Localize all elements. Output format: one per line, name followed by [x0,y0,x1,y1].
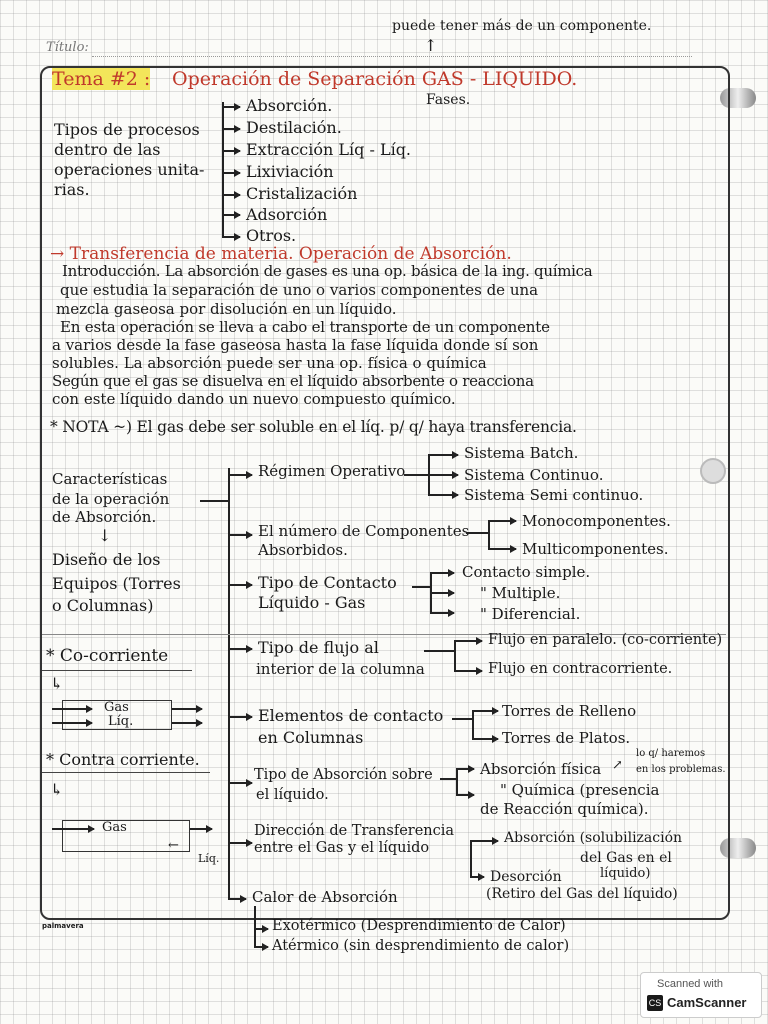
co-liq-label: Líq. [108,714,134,729]
direccion-bracket [470,840,472,876]
tipos-arrow-7 [222,236,240,238]
tipos-arrow-4 [222,172,240,174]
direccion-arrow-1 [470,840,498,842]
diseno-label-1: Diseño de los [52,550,161,569]
contacto-label-1: Tipo de Contacto [258,573,397,592]
tipos-arrow-6 [222,214,240,216]
componentes-connector [466,532,488,534]
contra-hook-icon: ↳ [50,780,64,799]
transfer-line-8: con este líquido dando un nuevo compuesto químico. [52,390,456,408]
down-arrow-icon: ↓ [98,526,112,545]
transfer-line-3: mezcla gaseosa por disolución en un líquido. [56,300,397,318]
page-title: Operación de Separación GAS - LIQUIDO. [172,68,578,90]
tipo-item-3: Extracción Líq - Líq. [246,140,412,159]
top-note: puede tener más de un componente. [392,18,652,34]
side-note-arrow-icon: ↗ [612,758,623,773]
transfer-line-1: Introducción. La absorción de gases es una op. básica de la ing. química [62,262,593,280]
tipos-label-2: dentro de las [54,140,161,159]
camscanner-brand-text: CamScanner [667,995,747,1010]
tipo-abs-item-3: de Reacción química). [480,800,649,818]
tipos-label-1: Tipos de procesos [54,120,200,139]
contacto-arrow-3 [430,612,454,614]
componentes-item-1: Monocomponentes. [522,512,671,530]
componentes-item-2: Multicomponentes. [522,540,669,558]
tipos-arrow-5 [222,194,240,196]
regimen-item-3: Sistema Semi continuo. [464,486,644,504]
tipo-item-4: Lixiviación [246,162,334,181]
componentes-arrow-2 [488,548,516,550]
elementos-arrow-1 [472,710,498,712]
transfer-heading: → Transferencia de materia. Operación de Absorción. [50,244,512,264]
side-note-1: lo q/ haremos [636,748,706,759]
tipo-item-2: Destilación. [246,118,342,137]
tipo-abs-bracket [456,768,458,794]
main-arrow-calor [228,898,246,900]
flujo-arrow-2 [454,670,482,672]
tipos-label-3: operaciones unita- [54,160,205,179]
main-arrow-componentes [228,534,252,536]
calor-label: Calor de Absorción [252,888,398,906]
elementos-label-2: en Columnas [258,728,364,747]
elementos-bracket [472,710,474,738]
palmavera-logo: palmavera [42,922,84,930]
direccion-arrow-2 [470,876,484,878]
up-arrow-icon: ↑ [424,36,438,55]
tipo-abs-label-2: el líquido. [256,787,329,803]
tipo-item-6: Adsorción [246,205,328,224]
calor-arrow-1 [254,928,268,930]
scanned-with-text: Scanned with [657,978,724,990]
transfer-line-4: En esta operación se lleva a cabo el transporte de un componente [60,318,550,336]
main-arrow-regimen [228,474,252,476]
tipo-item-5: Cristalización [246,184,358,203]
calor-item-2: Atérmico (sin desprendimiento de calor) [272,938,570,954]
main-arrow-direccion [228,842,252,844]
flujo-bracket [454,640,456,670]
direccion-item-1: Absorción (solubilización [504,830,683,846]
tipo-abs-arrow-1 [456,768,474,770]
co-corriente-underline [42,670,192,671]
tema-label: Tema #2 : [52,68,151,90]
camscanner-logo-icon: CS [647,995,663,1011]
contra-arrow-gas-out [190,828,212,830]
contra-corriente-underline [42,772,210,773]
transfer-line-2: que estudia la separación de uno o varios componentes de una [60,281,539,299]
caract-label-1: Características [52,470,168,488]
tipo-abs-arrow-2 [456,794,474,796]
calor-bracket [254,906,256,946]
tipo-item-1: Absorción. [246,96,333,115]
flujo-label-2: interior de la columna [256,660,425,678]
regimen-item-2: Sistema Continuo. [464,466,604,484]
nota-line: * NOTA ~) El gas debe ser soluble en el líq. p/ q/ haya transferencia. [50,418,577,436]
main-arrow-tipo-abs [228,782,252,784]
titulo-label: Título: [46,40,89,55]
camscanner-watermark [640,972,762,1018]
contacto-item-3: " Diferencial. [480,605,581,623]
contacto-item-2: " Multiple. [480,584,561,602]
transfer-line-6: solubles. La absorción puede ser una op. física o química [52,354,487,372]
diseno-label-3: o Columnas) [52,596,154,615]
main-arrow-contacto [228,584,252,586]
caract-label-3: de Absorción. [52,508,157,526]
fases-note: Fases. [426,92,471,108]
tipo-abs-connector [440,778,456,780]
contacto-connector [412,586,430,588]
flujo-label-1: Tipo de flujo al [258,638,379,657]
regimen-label: Régimen Operativo [258,462,406,480]
tipo-abs-label-1: Tipo de Absorción sobre [254,767,433,783]
co-arrow-out-1 [172,708,202,710]
calor-item-1: Exotérmico (Desprendimiento de Calor) [272,918,566,934]
elementos-arrow-2 [472,738,498,740]
direccion-item-5: (Retiro del Gas del líquido) [486,886,678,902]
regimen-arrow-3 [428,494,458,496]
main-arrow-flujo [228,648,252,650]
direccion-item-3: líquido) [600,866,651,881]
flujo-item-2: Flujo en contracorriente. [488,661,673,677]
componentes-arrow-1 [488,520,516,522]
co-corriente-label: * Co-corriente [46,646,169,666]
flujo-connector [424,650,454,652]
componentes-label-1: El número de Componentes [258,522,470,540]
direccion-label-1: Dirección de Transferencia [254,823,455,839]
elementos-label-1: Elementos de contacto [258,706,444,725]
contacto-arrow-1 [430,572,454,574]
tipos-label-4: rias. [54,180,90,199]
contra-liq-label: Líq. [198,852,220,865]
contacto-label-2: Líquido - Gas [258,593,366,612]
caract-connector [200,500,228,502]
co-gas-label: Gas [104,700,129,715]
regimen-arrow-1 [428,454,458,456]
calor-arrow-2 [254,946,268,948]
flujo-item-1: Flujo en paralelo. (co-corriente) [488,632,723,648]
tipos-arrow-2 [222,128,240,130]
regimen-item-1: Sistema Batch. [464,444,579,462]
contra-arrow-liq-icon: ← [168,838,179,853]
contra-gas-label: Gas [102,820,127,835]
contra-arrow-gas-in [52,828,94,830]
caract-label-2: de la operación [52,490,170,508]
tipo-abs-item-2: " Química (presencia [500,781,660,799]
tipos-arrow-1 [222,106,240,108]
co-hook-icon: ↳ [50,674,64,693]
contacto-arrow-2 [430,592,454,594]
tipos-arrow-3 [222,150,240,152]
contra-corriente-label: * Contra corriente. [46,750,200,769]
direccion-item-4: Desorción [490,869,562,885]
regimen-arrow-2 [428,474,458,476]
main-arrow-elementos [228,716,252,718]
tipo-item-7: Otros. [246,226,297,245]
elementos-item-2: Torres de Platos. [502,729,631,747]
co-arrow-in-1 [52,708,92,710]
elementos-connector [452,718,472,720]
titulo-line [92,56,692,57]
tipos-bracket [222,102,224,238]
co-arrow-out-2 [172,722,202,724]
elementos-item-1: Torres de Relleno [502,702,637,720]
regimen-connector [404,474,428,476]
contacto-item-1: Contacto simple. [462,563,591,581]
direccion-item-2: del Gas en el [580,850,672,866]
transfer-line-7: Según que el gas se disuelva en el líquido absorbente o reacciona [52,372,534,390]
componentes-label-2: Absorbidos. [258,541,348,559]
tipo-abs-item-1: Absorción física [480,760,602,778]
main-bracket [228,468,230,900]
direccion-label-2: entre el Gas y el líquido [254,840,430,856]
co-arrow-in-2 [52,722,92,724]
side-note-2: en los problemas. [636,764,726,775]
flujo-arrow-1 [454,640,482,642]
diseno-label-2: Equipos (Torres [52,574,181,593]
componentes-bracket [488,520,490,548]
transfer-line-5: a varios desde la fase gaseosa hasta la fase líquida donde sí son [52,336,539,354]
